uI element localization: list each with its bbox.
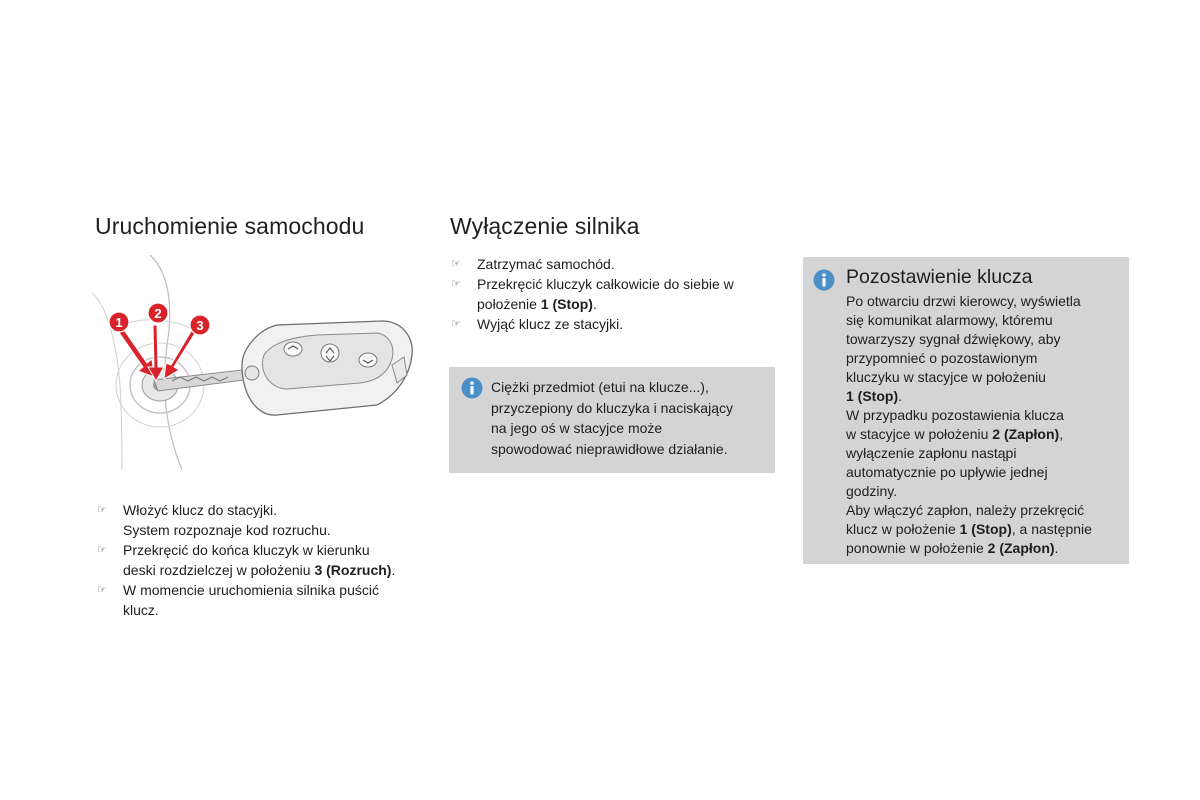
callout-arrows	[118, 325, 197, 381]
pointing-hand-icon: ☞	[451, 278, 461, 290]
list-item: ☞ Włożyć klucz do stacyjki. System rozpoznaje kod rozruchu.	[97, 502, 331, 538]
warning-text: Ciężki przedmiot (etui na klucze...), przyczepiony do kluczyka i naciskający na jego oś w stacyjce może spowodować nieprawidłowe działanie.	[491, 379, 733, 457]
list-item: ☞ Wyjąć klucz ze stacyjki.	[451, 316, 624, 332]
start-steps-list	[95, 500, 435, 620]
callout-2-label: 2	[154, 306, 162, 321]
heading-start-engine: Uruchomienie samochodu	[95, 213, 365, 239]
key-left-info-box	[803, 257, 1129, 564]
warning-info-box	[449, 367, 775, 473]
key-fob	[242, 321, 412, 415]
callout-3	[190, 315, 210, 335]
pointing-hand-icon: ☞	[97, 544, 107, 556]
list-item: ☞ Zatrzymać samochód.	[451, 256, 615, 272]
info-box-body: Po otwarciu drzwi kierowcy, wyświetla się komunikat alarmowy, któremu towarzyszy sygnał dźwiękowy, aby przypomnieć o pozostawionym kluczyku w stacyjce w położeniu 1 (Stop). W przypadku pozostawienia klucza w stacyjce w położeniu 2 (Zapłon), wyłączenie zapłonu nastąpi automatycznie po upływie jednej godziny. Aby włączyć zapłon, należy przekręcić klucz w położenie 1 (Stop), a następnie ponownie w położenie 2 (Zapłon).	[846, 293, 1092, 556]
list-item: ☞ Przekręcić do końca kluczyk w kierunku deski rozdzielczej w położeniu 3 (Rozruch).	[97, 542, 396, 578]
info-icon	[461, 377, 483, 399]
pointing-hand-icon: ☞	[451, 258, 461, 270]
list-item: ☞ Przekręcić kluczyk całkowicie do siebie w położenie 1 (Stop).	[451, 276, 734, 312]
pointing-hand-icon: ☞	[451, 318, 461, 330]
callout-3-label: 3	[196, 318, 204, 333]
list-item: ☞ W momencie uruchomienia silnika puścić klucz.	[97, 582, 379, 618]
callout-1-label: 1	[115, 315, 123, 330]
stop-steps-list	[449, 254, 779, 334]
heading-stop-engine: Wyłączenie silnika	[450, 213, 640, 239]
callout-1	[109, 312, 129, 332]
info-icon	[813, 269, 835, 291]
pointing-hand-icon: ☞	[97, 504, 107, 516]
callout-2	[148, 303, 168, 323]
pointing-hand-icon: ☞	[97, 584, 107, 596]
info-box-title: Pozostawienie klucza	[846, 266, 1033, 288]
ignition-key-illustration	[92, 255, 427, 470]
